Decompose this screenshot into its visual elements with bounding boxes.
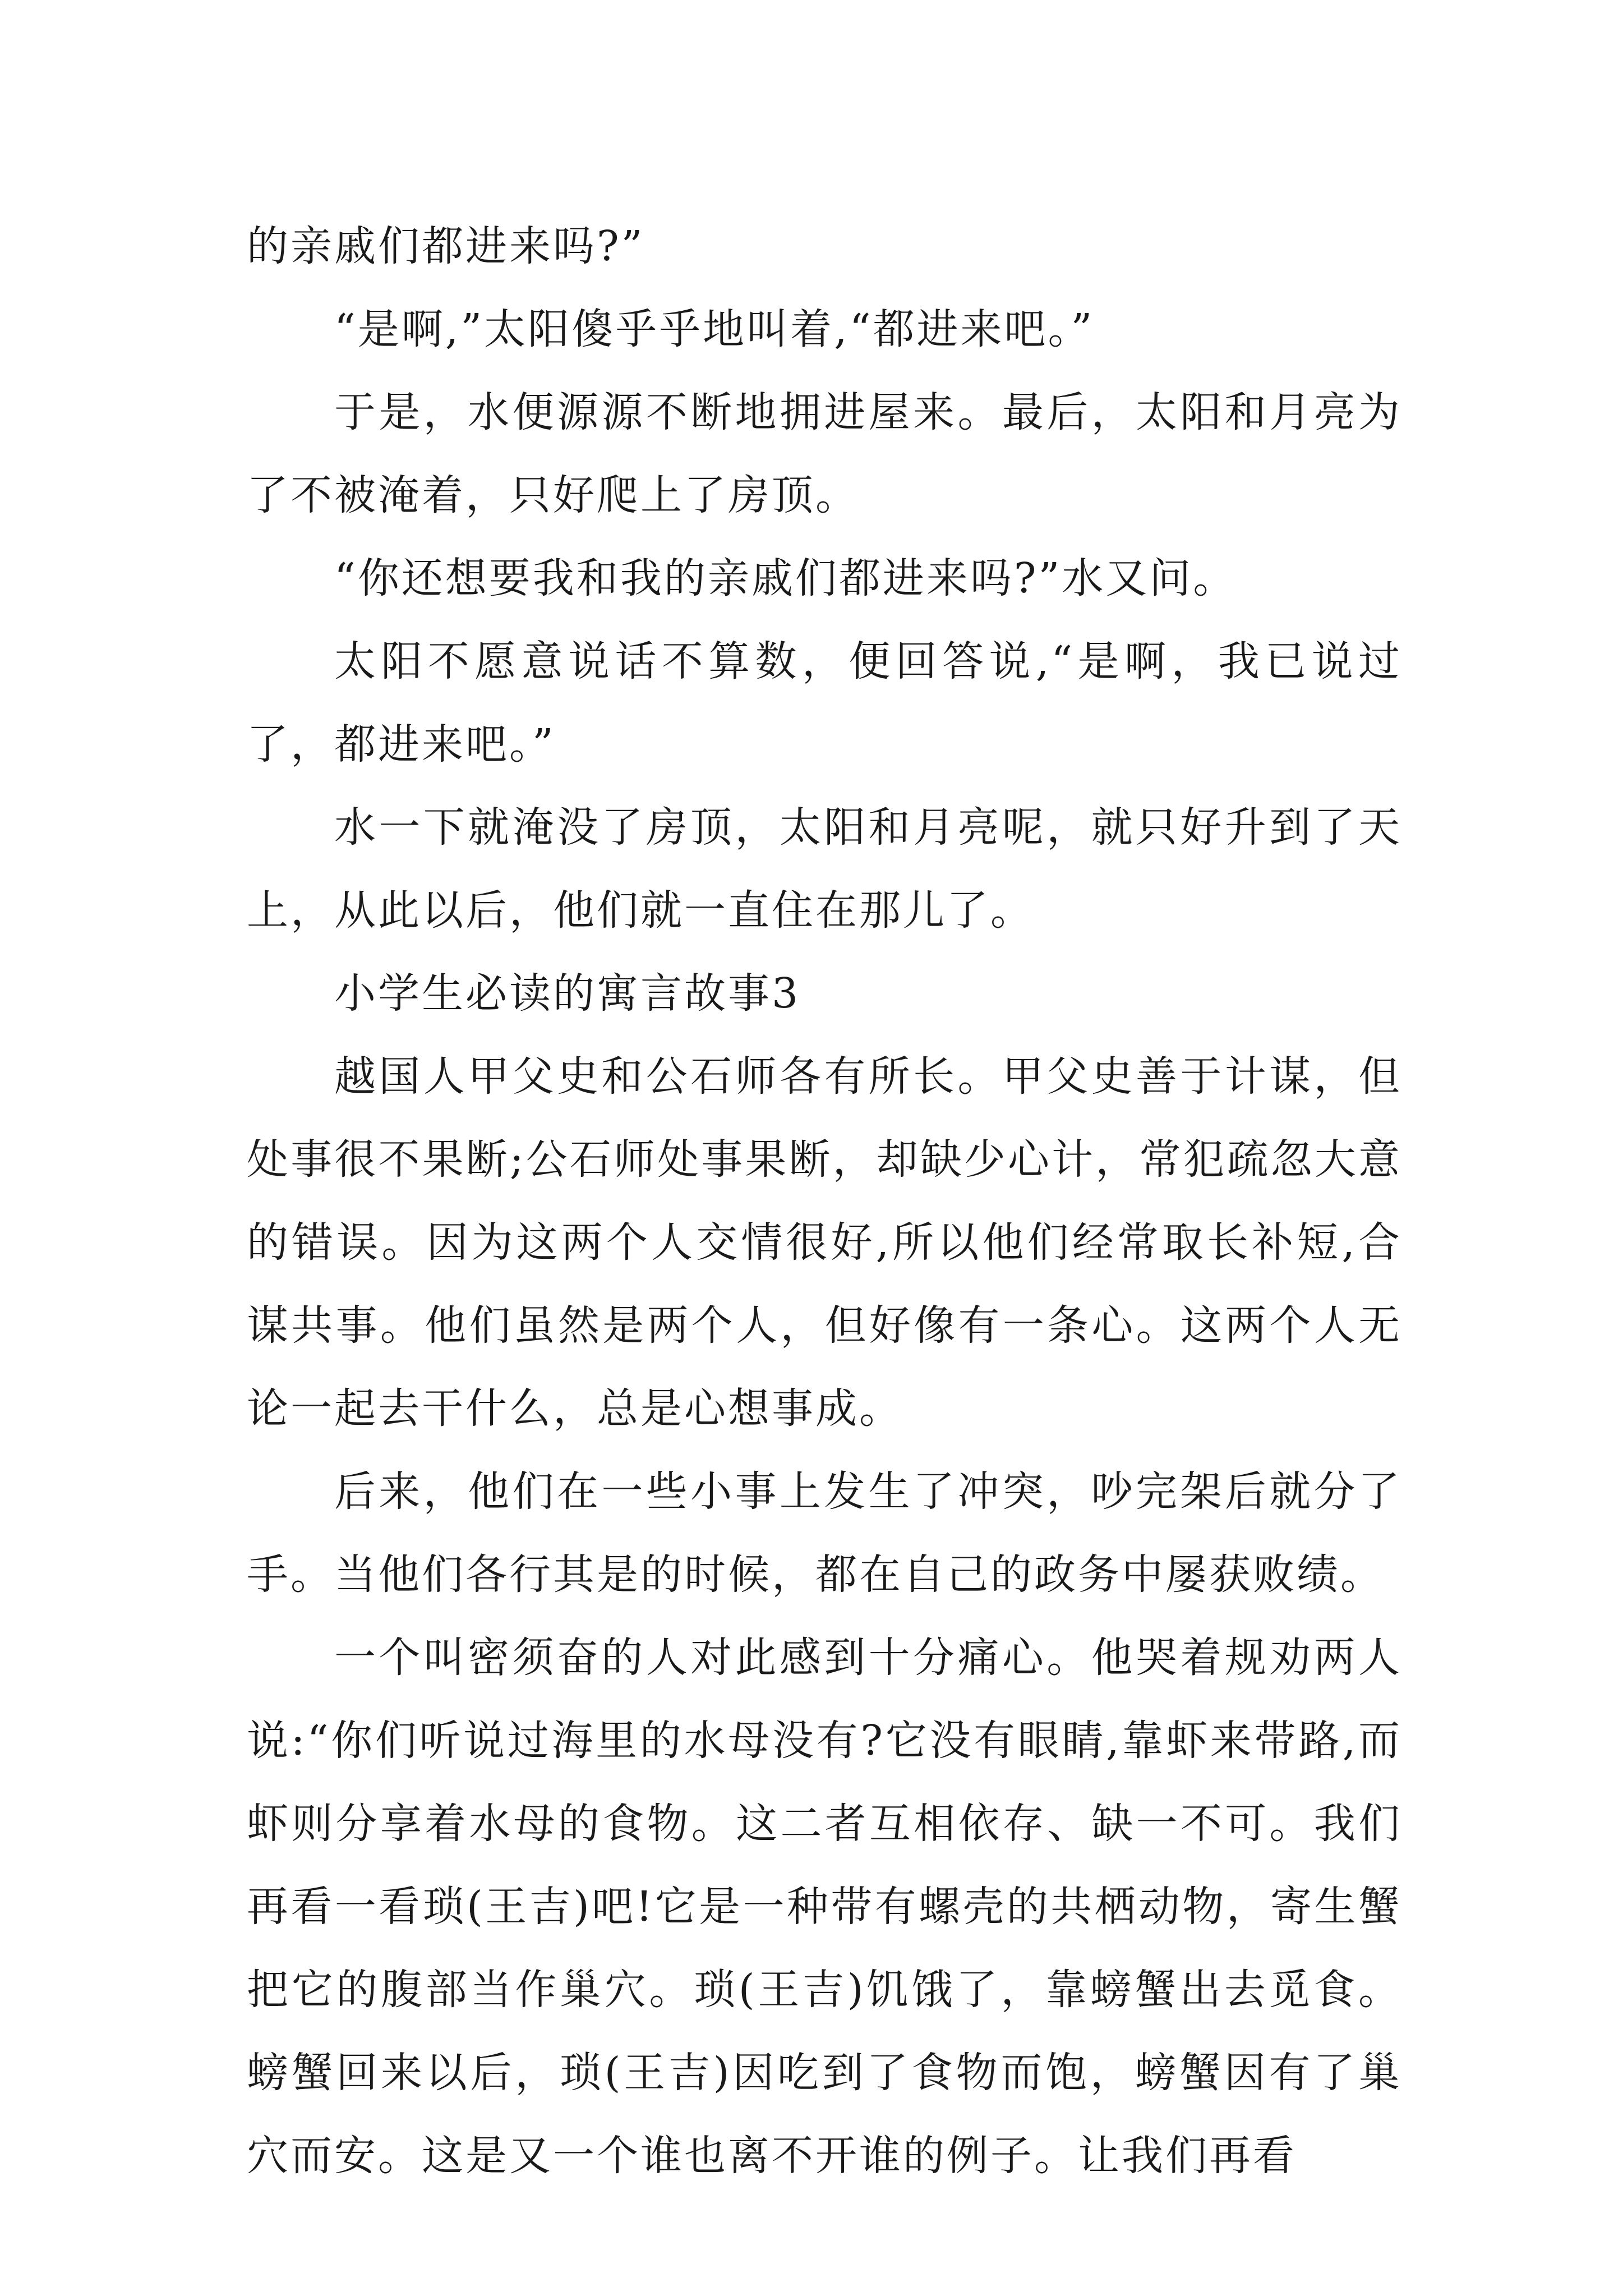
document-body — [247, 205, 1402, 2197]
paragraph: 的亲戚们都进来吗?” — [247, 222, 645, 270]
paragraph: 后来，他们在一些小事上发生了冲突，吵完架后就分了手。当他们各行其是的时候，都在自己的政务中屡获败绩。 — [247, 1467, 1402, 1599]
paragraph: 越国人甲父史和公石师各有所长。甲父史善于计谋，但处事很不果断;公石师处事果断，却缺少心计，常犯疏忽大意的错误。因为这两个人交情很好,所以他们经常取长补短,合谋共事。他们虽然是两个人，但好像有一条心。这两个人无论一起去干什么，总是心想事成。 — [247, 1052, 1402, 1433]
paragraph: “你还想要我和我的亲戚们都进来吗?”水又问。 — [334, 554, 1237, 602]
section-heading: 小学生必读的寓言故事3 — [334, 969, 801, 1018]
paragraph: 太阳不愿意说话不算数，便回答说,“是啊，我已说过了，都进来吧。” — [247, 637, 1402, 769]
paragraph: 一个叫密须奋的人对此感到十分痛心。他哭着规劝两人说:“你们听说过海里的水母没有?它没有眼睛,靠虾来带路,而虾则分享着水母的食物。这二者互相依存、缺一不可。我们再看一看琐(王吉)吧!它是一种带有螺壳的共栖动物，寄生蟹把它的腹部当作巢穴。琐(王吉)饥饿了，靠螃蟹出去觅食。螃蟹回来以后，琐(王吉)因吃到了食物而饱，螃蟹因有了巢穴而安。这是又一个谁也离不开谁的例子。让我们再看 — [247, 1634, 1402, 2180]
paragraph: 水一下就淹没了房顶，太阳和月亮呢，就只好升到了天上，从此以后，他们就一直住在那儿了。 — [247, 803, 1402, 935]
paragraph: “是啊,”太阳傻乎乎地叫着,“都进来吧。” — [334, 305, 1095, 353]
paragraph: 于是，水便源源不断地拥进屋来。最后，太阳和月亮为了不被淹着，只好爬上了房顶。 — [247, 388, 1402, 519]
